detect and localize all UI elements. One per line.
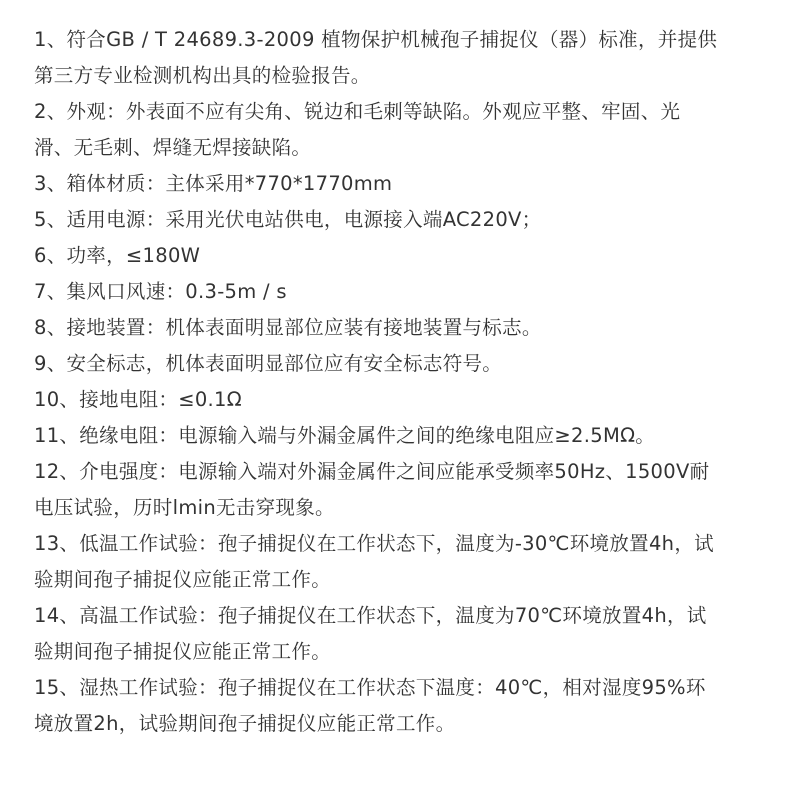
- spec-line-1: 1、符合GB / T 24689.3-2009 植物保护机械孢子捕捉仪（器）标准，并提供: [34, 28, 718, 51]
- spec-line-14-cont: 验期间孢子捕捉仪应能正常工作。: [34, 640, 332, 663]
- spec-line-5: 5、适用电源：采用光伏电站供电，电源接入端AC220V；: [34, 208, 542, 231]
- spec-line-1-cont: 第三方专业检测机构出具的检验报告。: [34, 64, 371, 87]
- spec-line-10: 10、接地电阻：≤0.1Ω: [34, 388, 242, 411]
- spec-line-3: 3、箱体材质：主体采用*770*1770mm: [34, 172, 393, 195]
- spec-line-7: 7、集风口风速：0.3-5m / s: [34, 280, 287, 303]
- spec-line-9: 9、安全标志，机体表面明显部位应有安全标志符号。: [34, 352, 503, 375]
- spec-line-2: 2、外观：外表面不应有尖角、锐边和毛刺等缺陷。外观应平整、牢固、光: [34, 100, 681, 123]
- spec-line-13-cont: 验期间孢子捕捉仪应能正常工作。: [34, 568, 332, 591]
- spec-line-12-cont: 电压试验，历时lmin无击穿现象。: [34, 496, 335, 519]
- spec-line-11: 11、绝缘电阻：电源输入端与外漏金属件之间的绝缘电阻应≥2.5MΩ。: [34, 424, 656, 447]
- spec-line-15: 15、湿热工作试验：孢子捕捉仪在工作状态下温度：40℃，相对湿度95%环: [34, 676, 706, 699]
- spec-line-12: 12、介电强度：电源输入端对外漏金属件之间应能承受频率50Hz、1500V耐: [34, 460, 710, 483]
- spec-document: [34, 22, 784, 742]
- spec-line-14: 14、高温工作试验：孢子捕捉仪在工作状态下，温度为70℃环境放置4h，试: [34, 604, 707, 627]
- spec-line-2-cont: 滑、无毛刺、焊缝无焊接缺陷。: [34, 136, 312, 159]
- spec-line-15-cont: 境放置2h，试验期间孢子捕捉仪应能正常工作。: [34, 712, 456, 735]
- spec-line-6: 6、功率，≤180W: [34, 244, 201, 267]
- spec-line-13: 13、低温工作试验：孢子捕捉仪在工作状态下，温度为-30℃环境放置4h，试: [34, 532, 714, 555]
- spec-line-8: 8、接地装置：机体表面明显部位应装有接地装置与标志。: [34, 316, 542, 339]
